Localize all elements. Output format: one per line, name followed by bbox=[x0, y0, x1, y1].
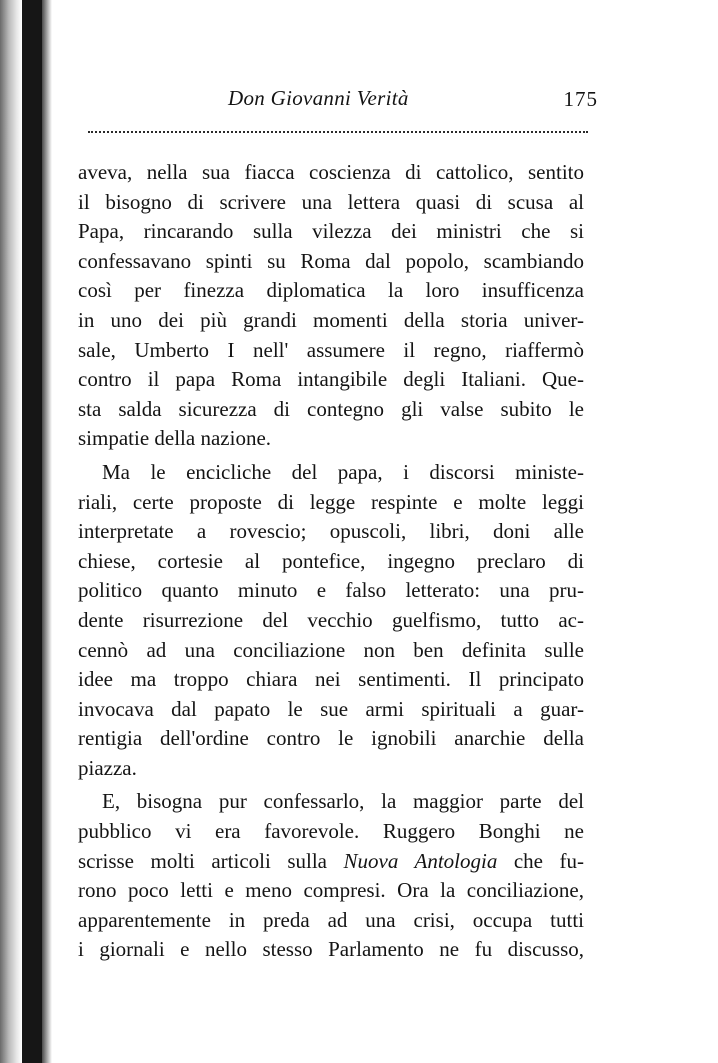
text-line: così per finezza diplomatica la loro insufficenza bbox=[78, 278, 584, 303]
text-line: interpretate a rovescio; opuscoli, libri, doni alle bbox=[78, 519, 584, 544]
text-line: Ma le encicliche del papa, i discorsi ministe- bbox=[102, 459, 584, 484]
text-line: cennò ad una conciliazione non ben definita sulle bbox=[78, 637, 584, 662]
paragraph-2 bbox=[78, 458, 584, 784]
journal-title: Nuova Antologia bbox=[343, 848, 498, 873]
body-text bbox=[78, 158, 584, 965]
paragraph-1 bbox=[78, 158, 584, 454]
text-line: idee ma troppo chiara nei sentimenti. Il principato bbox=[78, 667, 584, 692]
text-line: aveva, nella sua fiacca coscienza di cattolico, sentito bbox=[78, 160, 584, 184]
text-line: apparentemente in preda ad una crisi, occupa tutti bbox=[78, 907, 584, 932]
text-line: E, bisogna pur confessarlo, la maggior parte del bbox=[102, 789, 584, 814]
paragraph-3 bbox=[78, 787, 584, 965]
text-line: confessavano spinti su Roma dal popolo, scambiando bbox=[78, 248, 584, 273]
text-line: sale, Umberto I nell' assumere il regno, riaffermò bbox=[78, 337, 584, 362]
text-line: simpatie della nazione. bbox=[78, 426, 272, 451]
text-line: sta salda sicurezza di contegno gli valse subito le bbox=[78, 396, 584, 421]
text-line: riali, certe proposte di legge respinte e molte leggi bbox=[78, 489, 584, 514]
text-line: politico quanto minuto e falso letterato: una pru- bbox=[78, 578, 584, 603]
text-line: in uno dei più grandi momenti della storia univer- bbox=[78, 307, 584, 332]
page-number: 175 bbox=[563, 87, 598, 111]
book-spine bbox=[22, 0, 42, 1063]
text-line: contro il papa Roma intangibile degli Italiani. Que- bbox=[78, 367, 584, 392]
header-rule bbox=[88, 131, 588, 133]
text-line: piazza. bbox=[78, 755, 137, 780]
text-line: pubblico vi era favorevole. Ruggero Bonghi ne bbox=[78, 819, 584, 844]
text-line: rentigia dell'ordine contro le ignobili anarchie della bbox=[78, 726, 584, 751]
running-head bbox=[78, 86, 598, 116]
text-line: Papa, rincarando sulla vilezza dei ministri che si bbox=[78, 219, 584, 244]
running-title: Don Giovanni Verità bbox=[228, 86, 409, 110]
text-line: i giornali e nello stesso Parlamento ne fu discusso, bbox=[78, 937, 584, 962]
spine-shadow bbox=[42, 0, 52, 1063]
page-gutter-shadow bbox=[0, 0, 22, 1063]
text-line: rono poco letti e meno compresi. Ora la conciliazione, bbox=[78, 878, 584, 903]
text-line: il bisogno di scrivere una lettera quasi di scusa al bbox=[78, 189, 584, 214]
text-segment: che fu- bbox=[497, 848, 584, 873]
text-line: invocava dal papato le sue armi spirituali a guar- bbox=[78, 696, 584, 721]
text-segment: scrisse molti articoli sulla bbox=[78, 848, 344, 873]
text-line-with-title bbox=[78, 847, 584, 877]
text-line: chiese, cortesie al pontefice, ingegno preclaro di bbox=[78, 548, 584, 573]
text-line: dente risurrezione del vecchio guelfismo, tutto ac- bbox=[78, 607, 584, 632]
